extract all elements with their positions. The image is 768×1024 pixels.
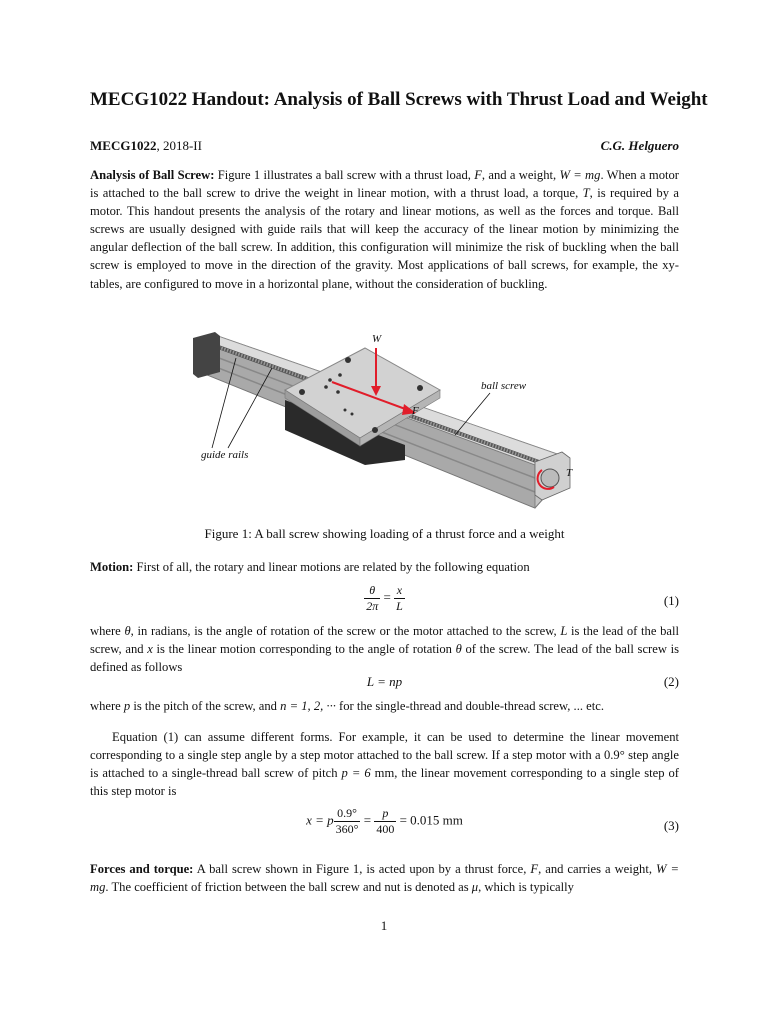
motion-paragraph-3: where p is the pitch of the screw, and n = 1, 2, ··· for the single-thread and double-thread screw, ... etc. — [90, 699, 604, 713]
motor-coupling — [541, 469, 559, 487]
mount-hole — [324, 385, 328, 389]
mount-hole — [372, 427, 378, 433]
symbol-T: T — [582, 186, 590, 201]
equation-number: (1) — [663, 593, 679, 608]
intro-text: , is required by a motor. This handout presents the analysis of the rotary and linear motions, as well as the forces and torque. Ball screws are usually designed with guide rails that will keep the accuracy of the linear motion by minimizing the angular deflection of the ball screw. In addition, this configuration will minimize the risk of buckling when the ball screw is employed to move in the direction of the gravity. Most applications of ball screws, for example, the xy-tables, are configured to move in a horizontal plane, without the consideration of buckling. — [90, 186, 679, 291]
equation-number: (2) — [663, 674, 679, 689]
mount-hole — [345, 357, 351, 363]
header-meta — [90, 138, 679, 154]
mount-hole — [328, 378, 332, 382]
equation-3 — [90, 806, 679, 846]
mount-hole — [351, 413, 354, 416]
figure-caption: Figure 1: A ball screw showing loading of a thrust force and a weight — [204, 526, 565, 541]
symbol-F: F — [474, 168, 482, 182]
mount-hole — [417, 385, 423, 391]
course-term: , 2018-II — [156, 138, 202, 153]
mount-hole — [344, 409, 347, 412]
intro-text: , and a weight, — [481, 168, 560, 182]
course-code: MECG1022 — [90, 138, 157, 153]
label-W: W — [372, 333, 382, 345]
motion-text: First of all, the rotary and linear motions are related by the following equation — [133, 560, 530, 574]
label-ball-screw: ball screw — [481, 380, 527, 392]
equation-number: (3) — [663, 818, 679, 833]
label-guide-rails: guide rails — [201, 449, 249, 461]
motion-paragraph-4: Equation (1) can assume different forms. For example, it can be used to determine the linear movement corresponding to a single step angle by a step motor attached to the ball screw. If a step motor with a 0.9° step angle is attached to a single-thread ball screw of pitch p = 6 mm, the linear movement corresponding to a single step of this step motor is — [90, 730, 680, 799]
forces-paragraph: Forces and torque: A ball screw shown in Figure 1, is acted upon by a thrust force, F, and carries a weight, W = mg. The coefficient of friction between the ball screw and nut is denoted as μ, which is typically — [90, 862, 679, 895]
mount-hole — [299, 389, 305, 395]
motion-intro — [90, 558, 679, 576]
intro-text: . When a motor is attached to the ball screw to drive the weight in linear motion, with a thrust load, a torque, — [90, 168, 679, 201]
ball-screw-figure — [190, 330, 590, 515]
page-number: 1 — [380, 918, 388, 933]
forces-heading: Forces and torque: — [90, 862, 194, 876]
motion-heading: Motion: — [90, 560, 134, 574]
equation-body: x = p $\frac{0.9^\circ}{360^\circ}$ = $\frac{p}{400}$ = 0.015 mm — [306, 806, 463, 836]
mount-hole — [338, 373, 342, 377]
motion-paragraph-2: where θ, in radians, is the angle of rotation of the screw or the motor attached to the screw, L is the lead of the ball screw, and x is the linear motion corresponding to the angle of rotation θ of the screw. The lead of the ball screw is defined as follows — [90, 624, 680, 675]
label-T: T — [566, 467, 573, 479]
equation-2 — [90, 674, 679, 694]
intro-paragraph — [90, 166, 679, 293]
equation-1 — [90, 583, 679, 623]
author-name: C.G. Helguero — [600, 138, 679, 153]
mount-hole — [336, 390, 340, 394]
page-title: MECG1022 Handout: Analysis of Ball Screws with Thrust Load and Weight — [90, 89, 708, 110]
equation-body: $\frac{\theta}{2\pi}$ = $\frac{x}{L}$ — [366, 583, 403, 613]
intro-heading: Analysis of Ball Screw: — [90, 168, 215, 182]
intro-text: Figure 1 illustrates a ball screw with a thrust load, — [214, 168, 475, 182]
symbol-W-eq: W = mg — [559, 168, 601, 182]
equation-body: L = np — [366, 674, 403, 689]
label-F: F — [412, 405, 419, 417]
end-block-left — [193, 332, 220, 378]
